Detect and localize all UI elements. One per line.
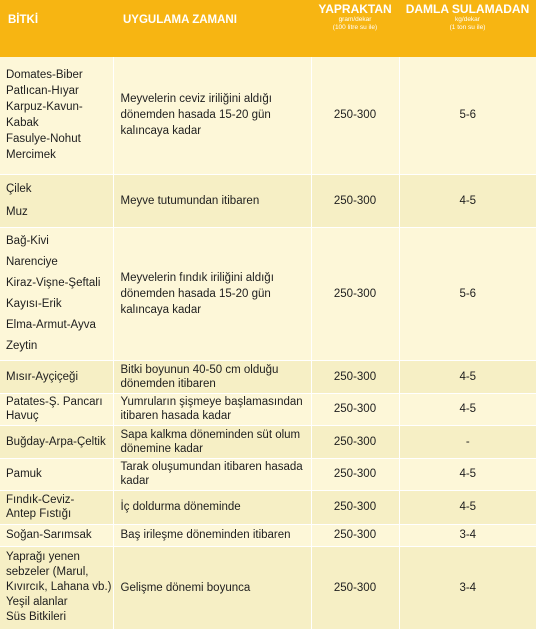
crop-name: Mısır-Ayçiçeği [6,370,78,383]
header-application-time: UYGULAMA ZAMANI [113,0,311,57]
drip-dose-cell: 4-5 [399,174,536,227]
table-body [0,57,536,629]
foliar-dose-cell: 250-300 [311,227,399,360]
table-row [0,425,536,458]
table-row [0,524,536,546]
timing-text: Meyvelerin fındık iriliğini aldığı dönemden hasada 15-20 gün kalıncaya kadar [120,271,274,316]
table-header-row [0,0,536,57]
table-row [0,174,536,227]
crop-name: Kayısı-Erik [6,297,62,310]
crop-name: Kıvırcık, Lahana vb.) [6,581,112,593]
crop-name: Buğday-Arpa-Çeltik [6,435,106,448]
header-foliar [311,0,399,57]
crop-name: Yeşil alanlar [6,596,68,608]
header-drip [399,0,536,57]
timing-text: İç doldurma döneminde [120,501,241,513]
crop-name: Muz [6,205,28,218]
table-row [0,458,536,490]
crop-cell [0,57,113,174]
foliar-dose-cell: 250-300 [311,490,399,524]
crop-name: Yaprağı yenen [6,551,80,563]
crop-cell [0,227,113,360]
crop-name: Narenciye [6,255,58,268]
timing-cell [113,174,311,227]
header-drip-unit: kg/dekar [455,16,480,23]
timing-cell [113,425,311,458]
crop-name: Soğan-Sarımsak [6,529,92,541]
timing-text: Yumruların şişmeye başlamasından itibaren hasada kadar [120,396,303,422]
drip-dose-cell: 5-6 [399,57,536,174]
crop-name: Kabak [6,117,39,130]
crop-name: Karpuz-Kavun- [6,101,83,114]
foliar-dose-cell: 250-300 [311,174,399,227]
timing-cell [113,227,311,360]
crop-cell [0,174,113,227]
crop-cell [0,524,113,546]
crop-name: Fındık-Ceviz- [6,494,75,506]
timing-text: Gelişme dönemi boyunca [120,581,251,594]
header-drip-note: (1 ton su ile) [449,24,486,31]
foliar-dose-cell: 250-300 [311,546,399,629]
table-row [0,227,536,360]
crop-cell [0,393,113,425]
crop-name: Patlıcan-Hıyar [6,85,79,98]
timing-cell [113,57,311,174]
table-row [0,360,536,393]
header-crop: BİTKİ [0,0,113,57]
foliar-dose-cell: 250-300 [311,458,399,490]
drip-dose-cell: 3-4 [399,546,536,629]
table-row [0,490,536,524]
crop-cell [0,490,113,524]
foliar-dose-cell: 250-300 [311,524,399,546]
timing-cell [113,546,311,629]
crop-name: sebzeler (Marul, [6,566,89,578]
timing-cell [113,524,311,546]
header-foliar-note: (100 litre su ile) [332,24,378,31]
table-row [0,393,536,425]
crop-name: Zeytin [6,339,38,352]
header-foliar-unit: gram/dekar [338,16,372,23]
drip-dose-cell: 3-4 [399,524,536,546]
foliar-dose-cell: 250-300 [311,425,399,458]
timing-text: Bitki boyunun 40-50 cm olduğu dönemden itibaren [120,363,279,390]
foliar-dose-cell: 250-300 [311,57,399,174]
drip-dose-cell: 4-5 [399,360,536,393]
crop-name: Pamuk [6,468,42,480]
crop-name: Süs Bitkileri [6,611,67,623]
crop-cell [0,360,113,393]
timing-cell [113,393,311,425]
crop-name: Bağ-Kivi [6,234,49,247]
table-row [0,546,536,629]
timing-text: Sapa kalkma döneminden süt olum dönemine kadar [120,428,301,455]
timing-text: Baş irileşme döneminden itibaren [120,529,291,541]
crop-cell [0,425,113,458]
drip-dose-cell: 4-5 [399,490,536,524]
foliar-dose-cell: 250-300 [311,360,399,393]
crop-cell [0,546,113,629]
crop-name: Domates-Biber [6,69,83,82]
timing-cell [113,458,311,490]
drip-dose-cell: 4-5 [399,458,536,490]
crop-name: Kiraz-Vişne-Şeftali [6,276,101,289]
crop-name: Çilek [6,182,32,195]
timing-text: Tarak oluşumundan itibaren hasada kadar [120,461,303,487]
crop-cell [0,458,113,490]
crop-name: Fasulye-Nohut [6,133,81,146]
header-foliar-title: YAPRAKTAN [318,2,392,16]
crop-name: Elma-Armut-Ayva [6,318,96,331]
drip-dose-cell: 5-6 [399,227,536,360]
drip-dose-cell: 4-5 [399,393,536,425]
header-drip-title: DAMLA SULAMADAN [405,2,530,16]
table-row [0,57,536,174]
drip-dose-cell: - [399,425,536,458]
crop-name: Mercimek [6,149,56,162]
crop-name: Antep Fıstığı [6,508,72,520]
foliar-dose-cell: 250-300 [311,393,399,425]
timing-text: Meyve tutumundan itibaren [120,194,260,207]
crop-name: Havuç [6,410,39,422]
crop-name: Patates-Ş. Pancarı [6,396,103,408]
timing-cell [113,490,311,524]
timing-cell [113,360,311,393]
timing-text: Meyvelerin ceviz iriliğini aldığı dönemden hasada 15-20 gün kalıncaya kadar [120,93,272,138]
